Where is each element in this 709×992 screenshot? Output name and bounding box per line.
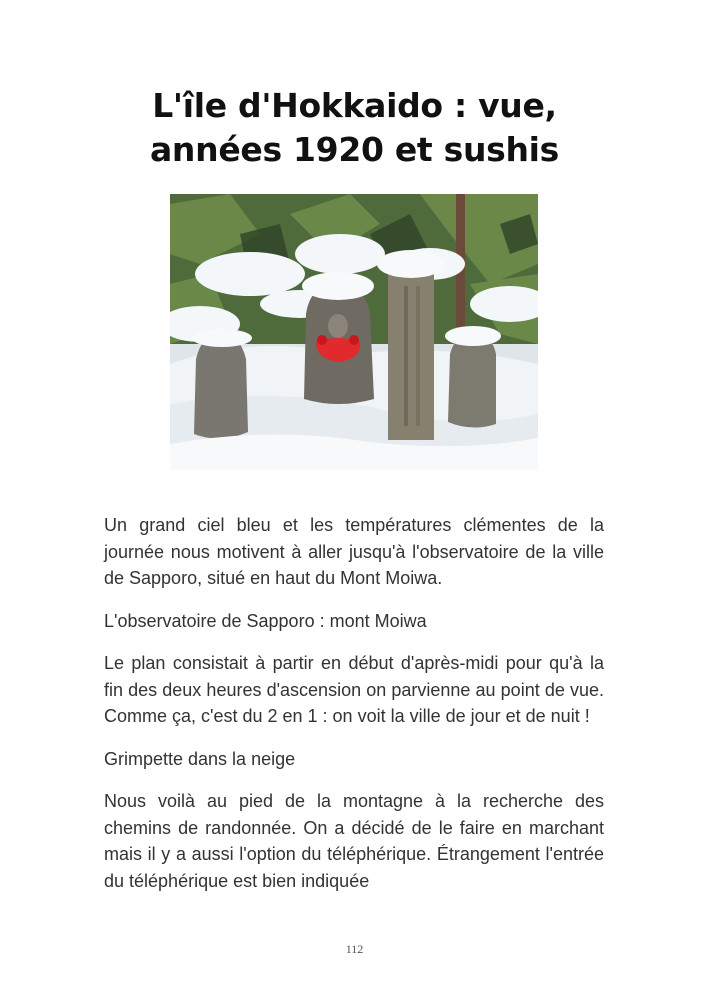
subheading-climb: Grimpette dans la neige [104,748,296,769]
article-body [104,512,604,920]
paragraph-intro: Un grand ciel bleu et les températures clémentes de la journée nous motivent à aller jusqu'à l'observatoire de la ville de Sapporo, situé en haut du Mont Moiwa. [104,515,604,588]
page-number: 112 [345,942,364,956]
paragraph-plan: Le plan consistait à partir en début d'après-midi pour qu'à la fin des deux heures d'ascension on parvienne au point de vue. Comme ça, c'est du 2 en 1 : on voit la ville de jour et de nuit ! [104,653,604,726]
paragraph-clip [104,788,604,920]
page-title: L'île d'Hokkaido : vue, années 1920 et sushis [149,86,560,169]
paragraph-trail: Nous voilà au pied de la montagne à la recherche des chemins de randonnée. On a décidé de le faire en marchant mais il y a aussi l'option du téléphérique. Étrangement l'entrée du téléphérique est bien indiquée [104,791,604,891]
subheading-observatory: L'observatoire de Sapporo : mont Moiwa [104,610,427,631]
snowy-statues-photo [170,194,538,470]
